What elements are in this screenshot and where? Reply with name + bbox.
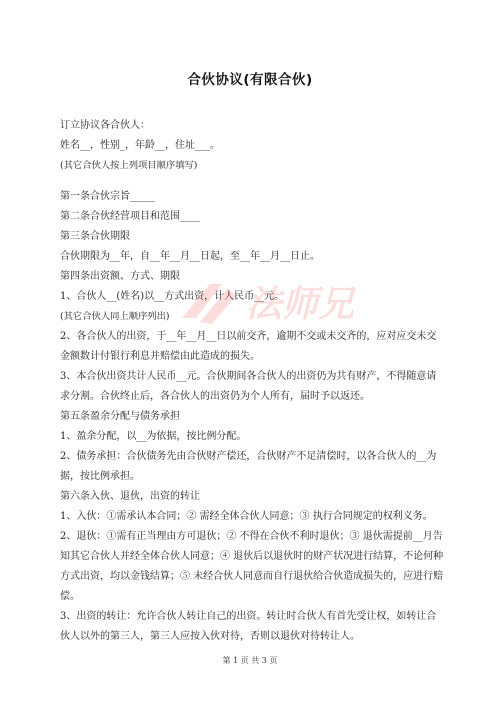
paragraph: 第三条合伙期限 xyxy=(60,231,130,242)
paragraph: 第五条盈余分配与债务承担 xyxy=(60,411,180,422)
paragraph: 合伙期限为__年，自__年__月__日起，至__年__月__日止。 xyxy=(60,251,320,262)
paragraph: 姓名__，性别_，年龄__，住址___。 xyxy=(60,140,220,151)
paragraph: 第六条入伙、退伙，出资的转让 xyxy=(60,491,200,502)
page-number: 第 1 页 共 3 页 xyxy=(222,656,278,665)
paragraph: 2、退伙：①需有正当理由方可退伙；② 不得在合伙不利时退伙；③ 退伙需提前__月告 xyxy=(60,531,443,542)
paragraph: 1、盈余分配，以__为依据，按比例分配。 xyxy=(60,431,247,442)
paragraph: (其它合伙人同上顺序列出) xyxy=(60,311,170,322)
paragraph: 据，按比例承担。 xyxy=(60,471,140,482)
paragraph: 金额数计付银行利息并赔偿由此造成的损失。 xyxy=(60,351,260,362)
paragraph: 第四条出资额、方式、期限 xyxy=(60,271,180,282)
watermark-text: 法师兄 xyxy=(246,284,355,325)
paragraph: 1、入伙：①需承认本合同；② 需经全体合伙人同意；③ 执行合同规定的权利义务。 xyxy=(60,511,433,522)
paragraph: 偿。 xyxy=(60,591,80,602)
paragraph: 3、本合伙出资共计人民币__元。合伙期间各合伙人的出资仍为共有财产，不得随意请 xyxy=(60,371,437,382)
paragraph: 求分割。合伙终止后，各合伙人的出资仍为个人所有，届时予以返还。 xyxy=(60,391,370,402)
paragraph: 第二条合伙经营项目和范围____ xyxy=(60,211,200,222)
blank-line xyxy=(60,176,444,187)
paragraph: (其它合伙人按上列项目顺序填写) xyxy=(60,160,198,171)
paragraph: 知其它合伙人并经全体合伙人同意；④ 退伙后以退伙时的财产状况进行结算，不论何种 xyxy=(60,551,444,562)
document-title: 合伙协议(有限合伙) xyxy=(187,72,313,88)
paragraph: 订立协议各合伙人： xyxy=(60,120,150,131)
paragraph: 伙人以外的第三人，第三人应按入伙对待，否则以退伙对待转让人。 xyxy=(60,631,360,642)
paragraph: 3、出资的转让：允许合伙人转让自己的出资。转让时合伙人有首先受让权，如转让合 xyxy=(60,611,437,622)
paragraph: 方式出资，均以金钱结算；⑤ 未经合伙人同意而自行退伙给合伙造成损失的，应进行赔 xyxy=(60,571,444,582)
paragraph: 第一条合伙宗旨_____ xyxy=(60,191,155,202)
paragraph: 2、债务承担：合伙债务先由合伙财产偿还，合伙财产不足清偿时，以各合伙人的__为 xyxy=(60,451,437,462)
paragraph: 2、各合伙人的出资，于__年__月__日以前交齐，逾期不交或未交齐的，应对应交未交 xyxy=(60,331,437,342)
document-body xyxy=(60,116,444,647)
paragraph: 1、合伙人__(姓名)以__方式出资，计人民币__元。 xyxy=(60,291,285,302)
